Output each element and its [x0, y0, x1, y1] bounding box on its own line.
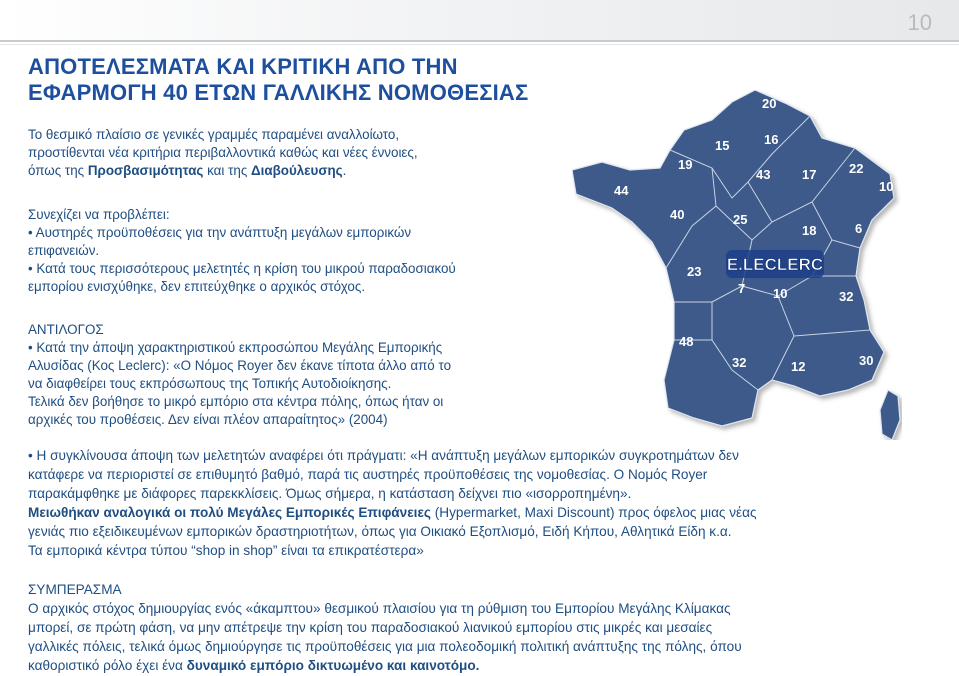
- region-count: 12: [791, 359, 806, 374]
- region-count: 32: [732, 355, 747, 370]
- counter-line-2: Αλυσίδας (Κος Leclerc): «Ο Νόμος Royer δεν έκανε τίποτα άλλο από το: [28, 358, 452, 373]
- title-line-2: ΕΦΑΡΜΟΓΗ 40 ΕΤΩΝ ΓΑΛΛΙΚΗΣ ΝΟΜΟΘΕΣΙΑΣ: [28, 80, 529, 105]
- intro-line-1: Το θεσμικό πλαίσιο σε γενικές γραμμές παραμένει αναλλοίωτο,: [28, 127, 400, 142]
- counter-line-1: • Κατά την άποψη χαρακτηριστικού εκπροσώπου Μεγάλης Εμπορικής: [28, 340, 443, 355]
- intro-line-2: προστίθενται νέα κριτήρια περιβαλλοντικά καθώς και νέες έννοιες,: [28, 145, 418, 160]
- leclerc-logo-text: E.LECLERC: [726, 255, 824, 274]
- region-count: 7: [738, 281, 746, 296]
- header-rule: [0, 40, 959, 42]
- corsica: [880, 390, 900, 440]
- conclusion-paragraph: [28, 580, 938, 675]
- region-count: 23: [687, 264, 702, 279]
- region-count: 17: [802, 167, 817, 182]
- leclerc-logo: [726, 250, 824, 278]
- header-gradient: [0, 0, 959, 40]
- header-band: [0, 0, 959, 46]
- research-line-1: • Η συγκλίνουσα άποψη των μελετητών αναφέρει ότι πράγματι: «Η ανάπτυξη μεγάλων εμπορικών συγκροτημάτων δεν: [28, 448, 739, 463]
- conclusion-heading: ΣΥΜΠΕΡΑΣΜΑ: [28, 582, 122, 597]
- region-count: 15: [715, 138, 730, 153]
- intro-text: και της: [203, 163, 252, 178]
- counter-line-4: Τελικά δεν βοήθησε το μικρό εμπόριο στα κέντρα πόλης, όπως ήταν οι: [28, 394, 444, 409]
- region-count: 48: [679, 334, 694, 349]
- counter-line-5: αρχικές του προθέσεις. Δεν είναι πλέον απαραίτητος» (2004): [28, 412, 388, 427]
- region-count: 20: [762, 96, 777, 111]
- research-line-5: γενιάς πιο εξειδικευμένων εμπορικών δραστηριοτήτων, όπως για Οικιακό Εξοπλισμό, Ειδή Κήπου, Αθλητικά Είδη κ.α.: [28, 524, 732, 539]
- region-count: 30: [859, 353, 874, 368]
- continues-heading: Συνεχίζει να προβλέπει:: [28, 207, 170, 222]
- region-count: 6: [855, 221, 863, 236]
- accessibility-term: Προσβασιμότητας: [87, 163, 204, 178]
- page-number: 10: [907, 10, 932, 35]
- research-line-6: Τα εμπορικά κέντρα τύπου “shop in shop” είναι τα επικρατέστερα»: [28, 543, 424, 558]
- region-count: 43: [756, 167, 771, 182]
- conclusion-text: καθοριστικό ρόλο έχει ένα: [28, 658, 187, 673]
- conclusion-line-1: Ο αρχικός στόχος δημιουργίας ενός «άκαμπτου» θεσμικού πλαισίου για τη ρύθμιση του Εμπορίου Μεγάλης Κλίμακας: [28, 601, 731, 616]
- continues-paragraph: [28, 206, 568, 296]
- research-line-3: παρακάμφθηκε με διάφορες παρεκκλίσεις. Όμως σήμερα, η κατάσταση δείχνει πιο «ισορροπημένη».: [28, 486, 632, 501]
- region-count: 32: [839, 289, 854, 304]
- slide-title: [28, 54, 588, 106]
- france-map: [572, 90, 902, 440]
- region-count: 44: [614, 183, 629, 198]
- region-count: 40: [670, 207, 685, 222]
- region-count: 19: [678, 157, 693, 172]
- region-count: 10: [773, 286, 788, 301]
- bullet-scholars: • Κατά τους περισσότερους μελετητές η κρίση του μικρού παραδοσιακού: [28, 261, 456, 276]
- counter-line-3: να διαφθείρει τους εκπρόσωπους της Τοπικής Αυτοδιοίκησης.: [28, 376, 392, 391]
- counter-argument: [28, 321, 568, 429]
- research-text: (Hypermarket, Maxi Discount) προς όφελος μιας νέας: [430, 505, 757, 520]
- conclusion-bold: δυναμικό εμπόριο δικτυωμένο και καινοτόμο.: [186, 658, 480, 673]
- title-line-1: ΑΠΟΤΕΛΕΣΜΑΤΑ ΚΑΙ ΚΡΙΤΙΚΗ ΑΠΟ ΤΗΝ: [28, 54, 458, 79]
- region-count: 22: [849, 161, 864, 176]
- bullet-scholars-cont: εμπορίου ενισχύθηκε, δεν επιτεύχθηκε ο αρχικός στόχος.: [28, 279, 366, 294]
- region-count: 10: [879, 179, 894, 194]
- consultation-term: Διαβούλευσης: [251, 163, 343, 178]
- bullet-strict-conditions: • Αυστηρές προϋποθέσεις για την ανάπτυξη μεγάλων εμπορικών: [28, 225, 412, 240]
- research-bold: Μειωθήκαν αναλογικά οι πολύ Μεγάλες Εμπορικές Επιφάνειες: [28, 505, 431, 520]
- research-line-4: [28, 503, 938, 522]
- region-count: 16: [764, 132, 779, 147]
- bullet-strict-conditions-cont: επιφανειών.: [28, 243, 100, 258]
- header-rule-thin: [0, 44, 959, 45]
- intro-text: .: [342, 163, 347, 178]
- region-count: 25: [733, 212, 748, 227]
- research-paragraph: [28, 446, 938, 560]
- conclusion-line-4: [28, 656, 938, 675]
- intro-line-3: [28, 162, 558, 180]
- research-line-2: κατάφερε να περιοριστεί σε επιθυμητό βαθμό, παρά τις αυστηρές προϋποθέσεις της νομοθεσίας. Ο Νομός Royer: [28, 467, 708, 482]
- counter-heading: ΑΝΤΙΛΟΓΟΣ: [28, 322, 104, 337]
- intro-text: όπως της: [28, 163, 88, 178]
- intro-paragraph: [28, 126, 558, 180]
- conclusion-line-2: μπορεί, σε πρώτη φάση, να μην απέτρεψε την κρίση του παραδοσιακού λιανικού εμπορίου στις μικρές και μεσαίες: [28, 620, 713, 635]
- conclusion-line-3: γαλλικές πόλεις, τελικά όμως δημιούργησε τις προϋποθέσεις για μια πολεοδομική πολιτική ανάπτυξης της πόλης, όπου: [28, 639, 742, 654]
- region-count: 18: [802, 223, 817, 238]
